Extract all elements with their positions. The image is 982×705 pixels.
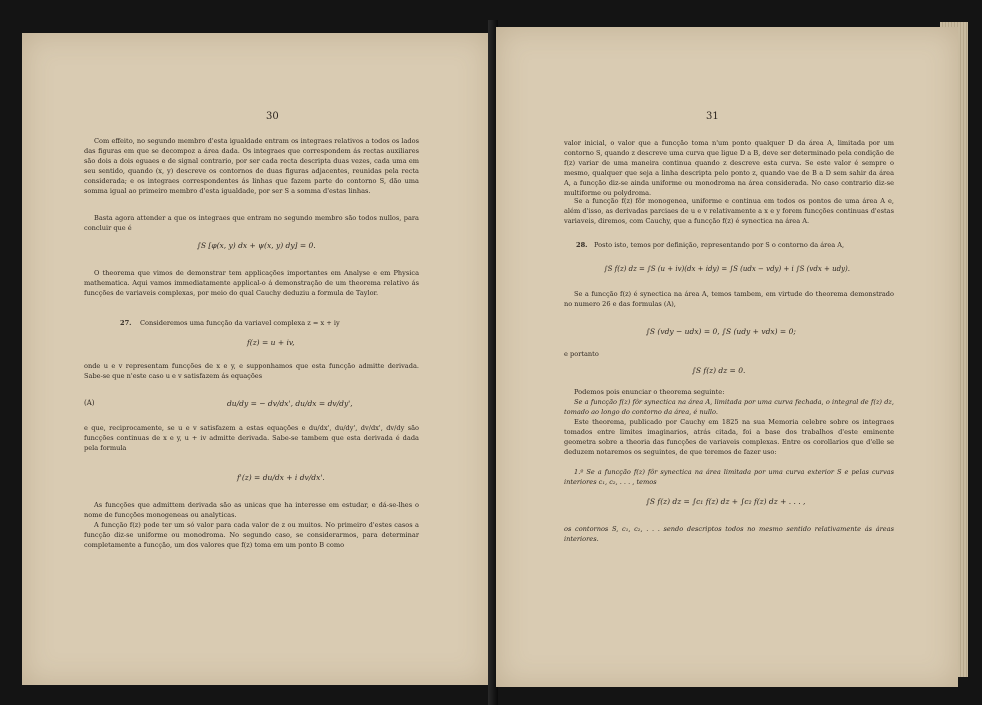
page-number-left: 30 [266,111,279,122]
left-para-2: Basta agora attender a que os integraes que entram no segundo membro são todos nullos, para concluir que é [84,214,419,232]
left-equation-1: ∫S [φ(x, y) dx + ψ(x, y) dy] = 0. [197,241,316,250]
left-equation-A: du/dy = − dv/dx', du/dx = dv/dy', [227,399,353,408]
right-equation-1: ∫S f(z) dz = ∫S (u + iv)(dx + idy) = ∫S (udx − vdy) + i ∫S (vdx + udy). [604,265,851,273]
right-para-3: Posto isto, temos por definição, representando por S o contorno da área A, [594,241,845,249]
left-equation-2: f(z) = u + iv, [247,338,295,347]
left-page [22,33,490,685]
left-para-4: Consideremos uma funcção da variavel complexa z = x + iy [140,319,340,327]
right-corollary: 1.º Se a funcção f(z) fôr synectica na área limitada por uma curva exterior S e pelas curvas interiores c₁, c₂, . . . , temos [564,468,894,486]
left-para-6: e que, reciprocamente, se u e v satisfazem a estas equações e du/dx', du/dy', dv/dx', dv/dy são funcções continuas de x e y, u + iv admitte derivada. Sabe-se tambem que esta derivada é dada pela formula [84,424,419,452]
page-number-right: 31 [706,111,719,122]
section-27-number: 27. [120,319,132,327]
left-para-1: Com effeito, no segundo membro d'esta igualdade entram os integraes relativos a todos os lados das figuras em que se decompoz a área dada. Os integraes que correspondem ás rectas auxiliares são dois a dois eguaes e de signal contrario, por ser cada recta descripta duas vezes, cada uma em seu sentido, quando (x, y) descreve os contornos de duas figuras adjacentes, reunidas pela recta considerada; e os integraes correspondentes ás linhas que fazem parte do contorno S, dão uma somma igual ao primeiro membro d'esta igualdade, por ser S a somma d'estas linhas. [84,137,419,195]
left-equation-3: f'(z) = du/dx + i dv/dx'. [237,473,325,482]
right-equation-4: ∫S f(z) dz = ∫c₁ f(z) dz + ∫c₂ f(z) dz + . . . , [646,497,806,506]
left-para-8: A funcção f(z) pode ter um só valor para cada valor de z ou muitos. No primeiro d'estes casos a funcção diz-se uniforme ou monodroma. No segundo caso, se considerarmos, para determinar completamente a funcção, um dos valores que f(z) toma em um ponto B como [84,521,419,549]
right-para-2: Se a funcção f(z) fôr monogenea, uniforme e continua em todos os pontos de uma área A e, além d'isso, as derivadas parciaes de u e v relativamente a x e y forem funcções continuas d'estas variaveis, diremos, com Cauchy, que a funcção f(z) é synectica na área A. [564,197,894,225]
section-28-number: 28. [576,241,588,249]
right-para-6: Podemos pois enunciar o theorema seguinte: [574,388,725,396]
right-para-5: e portanto [564,350,599,358]
right-page [496,27,958,687]
right-theorem: Se a funcção f(z) fôr synectica na área A, limitada por uma curva fechada, o integral de f(z) dz, tomado ao longo do contorno da área, é nullo. [564,398,894,416]
right-equation-2: ∫S (vdy − udx) = 0, ∫S (udy + vdx) = 0; [646,327,796,336]
left-para-7: As funcções que admittem derivada são as unicas que ha interesse em estudar, e dá-se-lhes o nome de funcções monogeneas ou analyticas. [84,501,419,519]
right-para-1: valor inicial, o valor que a funcção toma n'um ponto qualquer D da área A, limitada por um contorno S, quando z descreve uma curva que ligue D a B, deve ser determinado pela condição de f(z) variar de uma maneira continua quando z descreve esta curva. Se este valor é sempre o mesmo, qualquer que seja a linha descripta pelo ponto z, quando vae de B a D sem sahir da área A, a funcção diz-se ainda uniforme ou monodroma na área considerada. No caso contrario diz-se multiforme ou polydroma. [564,139,894,197]
left-para-3: O theorema que vimos de demonstrar tem applicações importantes em Analyse e em Physica mathematica. Aqui vamos immediatamente applical-o á demonstração de um theorema relativo ás funcções de variaveis complexas, por meio do qual Cauchy deduziu a formula de Taylor. [84,269,419,297]
left-para-5: onde u e v representam funcções de x e y, e supponhamos que esta funcção admitte derivada. Sabe-se que n'este caso u e v satisfazem ás equações [84,362,419,380]
equation-label-A: (A) [84,399,95,407]
right-equation-3: ∫S f(z) dz = 0. [692,366,746,375]
right-para-7: Este theorema, publicado por Cauchy em 1825 na sua Memoria celebre sobre os integraes tomados entre limites imaginarios, atrás citada, foi a base dos trabalhos d'este eminente geometra sobre a theoria das funcções de variaveis complexas. Entre os corollarios que d'elle se deduzem notaremos os seguintes, de que teremos de fazer uso: [564,418,894,456]
right-para-4: Se a funcção f(z) é synectica na área A, temos tambem, em virtude do theorema demonstrado no numero 26 e das formulas (A), [564,290,894,308]
right-para-8: os contornos S, c₁, c₂, . . . sendo descriptos todos no mesmo sentido relativamente ás áreas interiores. [564,525,894,543]
